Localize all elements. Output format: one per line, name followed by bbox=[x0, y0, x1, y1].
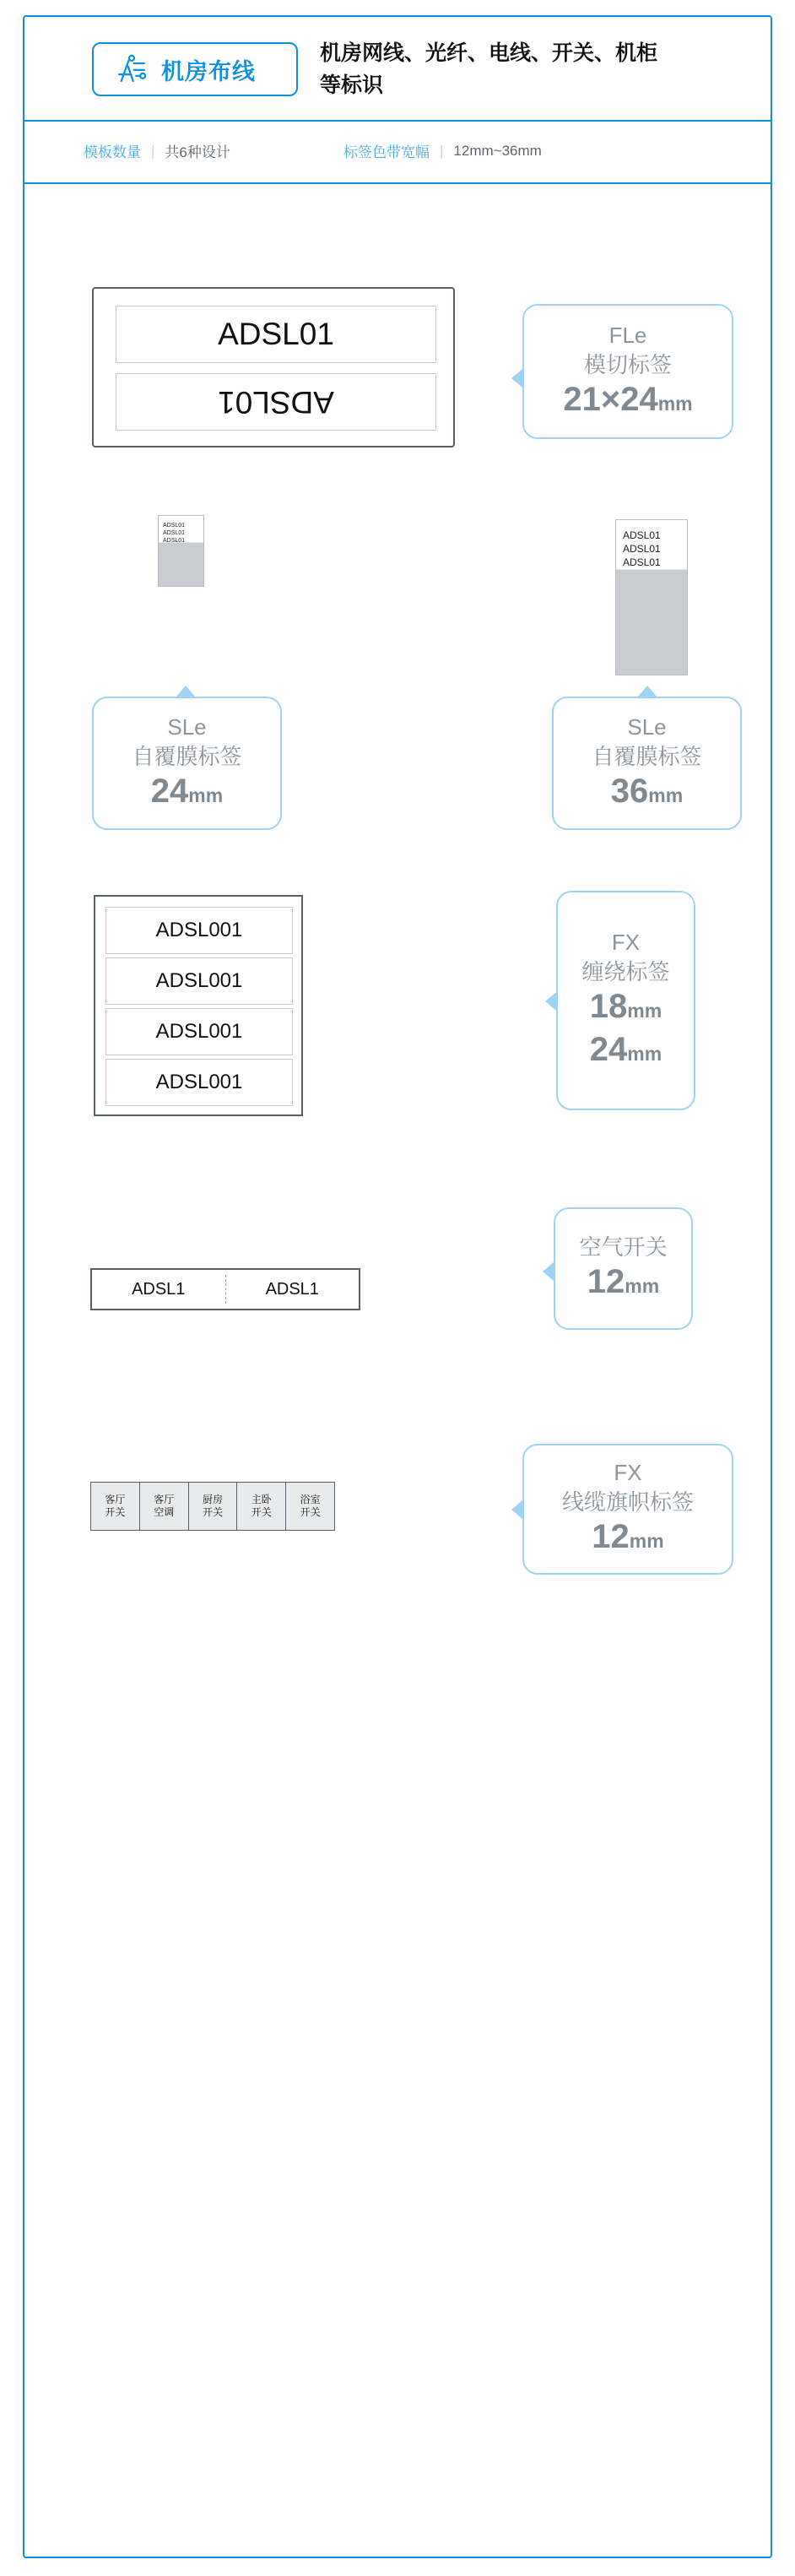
cable-flag-line1: 厨房 bbox=[202, 1494, 223, 1505]
callout-fle-diecut bbox=[522, 304, 733, 439]
callout-series: FLe bbox=[608, 322, 647, 348]
meta-separator: | bbox=[440, 142, 444, 159]
cable-flag-line2: 开关 bbox=[105, 1506, 126, 1518]
cable-flag-segment bbox=[140, 1483, 189, 1530]
cable-flag-line1: 主卧 bbox=[251, 1494, 272, 1505]
cable-flag-line1: 客厅 bbox=[105, 1494, 126, 1505]
meta-item-tape-width bbox=[343, 140, 542, 161]
self-lam-24-line: ADSL01 bbox=[163, 530, 186, 536]
sample-cable-flag-label bbox=[90, 1482, 335, 1531]
fx-wrap-row: ADSL001 bbox=[105, 1059, 293, 1106]
callout-unit-secondary: mm bbox=[627, 1043, 662, 1065]
meta-key: 模板数量 bbox=[84, 144, 141, 160]
diecut-top-text: ADSL01 bbox=[116, 306, 436, 363]
callout-unit: mm bbox=[627, 1000, 662, 1022]
meta-separator: | bbox=[151, 142, 155, 159]
self-lam-24-line: ADSL01 bbox=[163, 523, 186, 529]
air-switch-right-text: ADSL1 bbox=[265, 1279, 319, 1299]
self-lam-24-line: ADSL01 bbox=[163, 538, 186, 544]
meta-item-template-count bbox=[84, 140, 230, 161]
callout-unit: mm bbox=[629, 1530, 664, 1552]
callout-pointer-icon bbox=[176, 686, 195, 697]
callout-size-secondary: 24mm bbox=[589, 1031, 662, 1068]
page-header bbox=[24, 17, 771, 122]
catalog-page bbox=[23, 15, 772, 2558]
callout-sle-24 bbox=[92, 697, 282, 830]
sample-fx-wrap-label bbox=[94, 895, 303, 1116]
meta-bar bbox=[24, 122, 771, 184]
meta-value: 共6种设计 bbox=[165, 144, 230, 160]
callout-series: FX bbox=[611, 930, 641, 955]
self-lam-24-lines bbox=[163, 522, 185, 545]
sample-diecut-label bbox=[92, 287, 455, 447]
callout-unit: mm bbox=[657, 392, 693, 415]
callout-series: SLe bbox=[627, 713, 667, 740]
callout-size: 18mm bbox=[589, 988, 662, 1025]
header-description: 机房网线、光纤、电线、开关、机柜等标识 bbox=[320, 41, 658, 97]
callout-size: 12mm bbox=[592, 1518, 664, 1555]
callout-pointer-icon bbox=[545, 992, 556, 1011]
cable-flag-line2: 开关 bbox=[300, 1506, 321, 1518]
callout-unit: mm bbox=[188, 784, 224, 806]
fx-wrap-row: ADSL001 bbox=[105, 1008, 293, 1055]
sample-air-switch-label bbox=[90, 1268, 360, 1310]
callout-pointer-icon bbox=[511, 1500, 522, 1519]
callout-fx-flag bbox=[522, 1444, 733, 1575]
category-label: 机房布线 bbox=[161, 58, 256, 84]
callout-series: FX bbox=[614, 1460, 642, 1485]
callout-size: 24mm bbox=[150, 772, 224, 810]
callout-type: 缠绕标签 bbox=[581, 959, 670, 984]
cable-flag-line2: 开关 bbox=[251, 1506, 272, 1518]
callout-size: 12mm bbox=[587, 1263, 660, 1300]
self-lam-36-line: ADSL01 bbox=[623, 556, 661, 568]
callout-fx-wrap bbox=[556, 891, 695, 1110]
callout-type: 线缆旗帜标签 bbox=[561, 1489, 694, 1515]
fx-wrap-row: ADSL001 bbox=[105, 957, 293, 1005]
cable-flag-line1: 浴室 bbox=[300, 1494, 321, 1505]
sample-self-laminating-36 bbox=[615, 519, 688, 675]
self-lam-36-line: ADSL01 bbox=[623, 529, 661, 541]
callout-type: 自覆膜标签 bbox=[592, 743, 702, 769]
callout-type: 自覆膜标签 bbox=[132, 743, 242, 769]
category-chip[interactable] bbox=[92, 42, 298, 96]
callout-unit: mm bbox=[625, 1275, 660, 1297]
cable-flag-line2: 空调 bbox=[154, 1506, 175, 1518]
callout-air-switch bbox=[554, 1207, 693, 1330]
cable-flag-segment bbox=[237, 1483, 286, 1530]
callout-size: 36mm bbox=[610, 772, 684, 810]
self-lam-36-line: ADSL01 bbox=[623, 543, 661, 555]
meta-value: 12mm~36mm bbox=[453, 142, 542, 159]
cable-flag-line1: 客厅 bbox=[154, 1494, 175, 1505]
router-cabling-icon bbox=[114, 52, 149, 87]
callout-pointer-icon bbox=[511, 369, 522, 388]
callout-size: 21×24mm bbox=[563, 380, 693, 418]
callout-pointer-icon bbox=[638, 686, 657, 697]
meta-key: 标签色带宽幅 bbox=[343, 144, 430, 160]
callout-series: SLe bbox=[167, 713, 207, 740]
air-switch-left-text: ADSL1 bbox=[132, 1279, 186, 1299]
callout-type: 模切标签 bbox=[583, 351, 672, 377]
cable-flag-line2: 开关 bbox=[202, 1506, 223, 1518]
cable-flag-segment bbox=[286, 1483, 334, 1530]
callout-unit: mm bbox=[648, 784, 684, 806]
callout-sle-36 bbox=[552, 697, 742, 830]
fx-wrap-row: ADSL001 bbox=[105, 907, 293, 954]
diecut-bottom-text: ADSL01 bbox=[116, 373, 436, 431]
self-lam-36-lines bbox=[623, 529, 661, 569]
cable-flag-segment bbox=[189, 1483, 238, 1530]
callout-type: 空气开关 bbox=[579, 1234, 668, 1260]
callout-pointer-icon bbox=[543, 1262, 554, 1281]
sample-self-laminating-24 bbox=[158, 515, 204, 587]
cable-flag-segment bbox=[91, 1483, 140, 1530]
